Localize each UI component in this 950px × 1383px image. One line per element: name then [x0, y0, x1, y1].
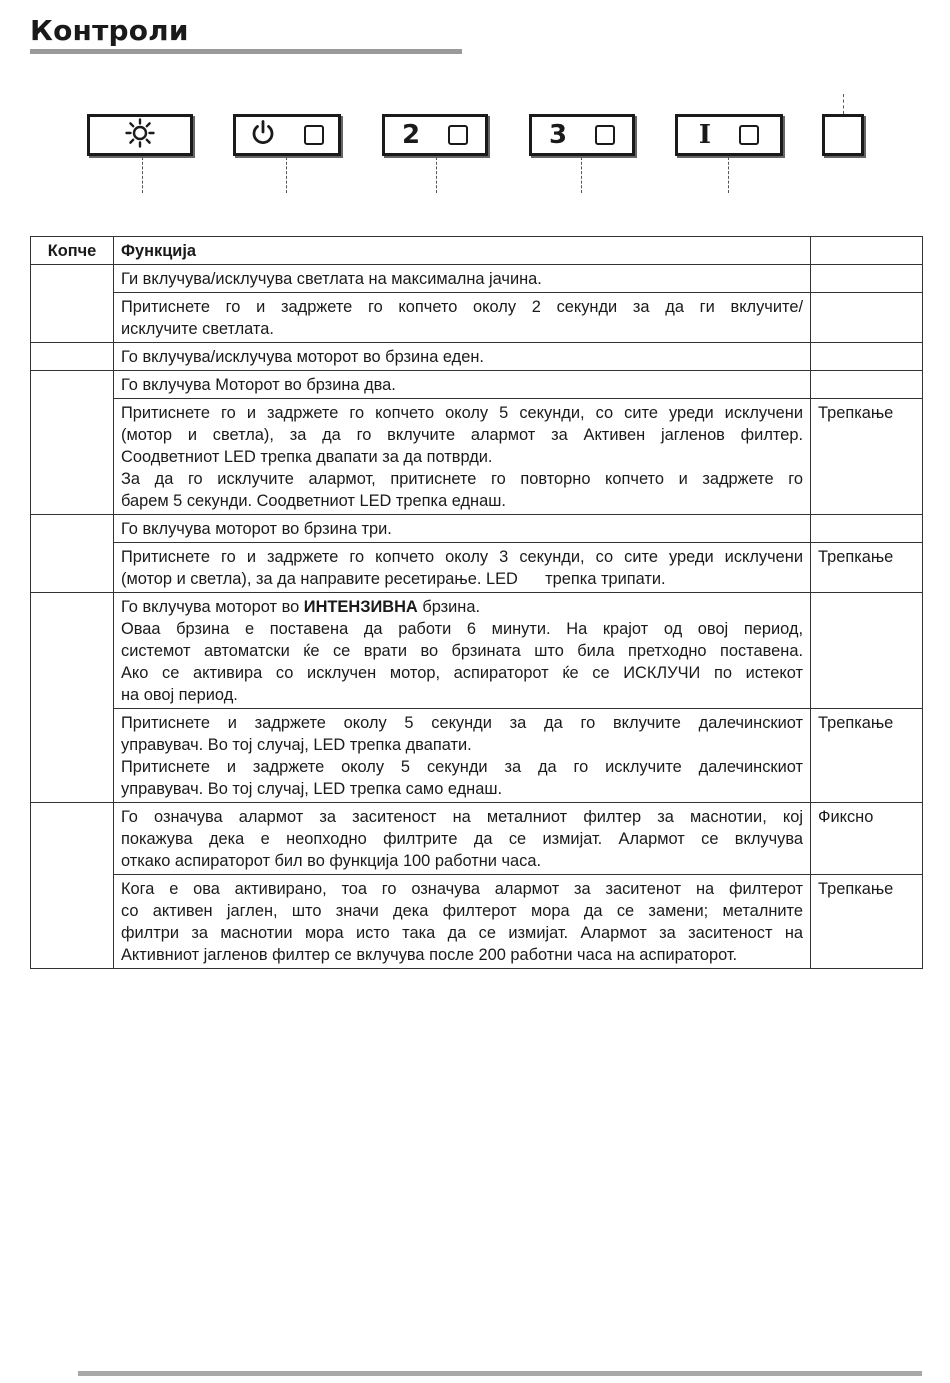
table-row	[31, 543, 923, 593]
button-cell	[31, 343, 114, 371]
state-cell: Фиксно	[811, 803, 923, 875]
table-row	[31, 343, 923, 371]
speed-2-led-icon	[448, 125, 468, 145]
function-cell	[114, 399, 811, 515]
intensive-button	[675, 114, 783, 156]
function-cell	[114, 875, 811, 969]
function-line: Го означува алармот за заситеност на металниот филтер за маснотии, кој	[121, 808, 803, 826]
function-line: Активниот јагленов филтер се вклучува после 200 работни часа на аспираторот.	[121, 946, 738, 964]
table-row	[31, 515, 923, 543]
table-row	[31, 803, 923, 875]
intensive-led-icon	[739, 125, 759, 145]
state-cell	[811, 593, 923, 709]
speed-3-icon: 3	[548, 120, 568, 150]
function-line: управувач. Во тој случај, LED трепка само еднаш.	[121, 780, 503, 798]
speed-3-led-icon	[595, 125, 615, 145]
function-line: (мотор и светла), за да направите ресетирање. LED трепка трипати.	[121, 570, 666, 588]
state-cell: Трепкање	[811, 399, 923, 515]
table-row	[31, 293, 923, 343]
function-cell	[114, 343, 811, 371]
callout-line	[286, 157, 287, 193]
function-cell	[114, 371, 811, 399]
state-cell: Трепкање	[811, 543, 923, 593]
state-cell	[811, 293, 923, 343]
function-cell	[114, 543, 811, 593]
function-line: Оваа брзина е поставена да работи 6 минути. На крајот од овој период,	[121, 620, 803, 638]
intensive-icon: I	[698, 120, 712, 150]
table-row	[31, 265, 923, 293]
footer-rule	[78, 1371, 922, 1376]
function-cell	[114, 709, 811, 803]
table-header-row	[31, 237, 923, 265]
function-line: Кога е ова активирано, тоа го означува алармот за заситенот на филтерот	[121, 880, 803, 898]
button-cell	[31, 803, 114, 969]
table-row	[31, 875, 923, 969]
function-line: Ги вклучува/исклучува светлата на максимална јачина.	[121, 270, 542, 288]
state-cell: Трепкање	[811, 709, 923, 803]
function-cell	[114, 515, 811, 543]
function-line: Притиснете и задржете околу 5 секунди за да го вклучите далечинскиот	[121, 714, 803, 732]
speed-3-button	[529, 114, 635, 156]
speed-2-icon: 2	[401, 120, 421, 150]
button-cell	[31, 371, 114, 515]
page-title: Контроли	[30, 14, 189, 47]
function-line: системот автоматски ќе се врати во брзината што била претходно поставена.	[121, 642, 803, 660]
header-button: Копче	[31, 237, 114, 265]
callout-line	[581, 157, 582, 193]
function-line: Притиснете го и задржете го копчето околу 2 секунди за да ги вклучите/	[121, 298, 803, 316]
callout-line	[142, 157, 143, 193]
function-line: Го вклучува/исклучува моторот во брзина еден.	[121, 348, 484, 366]
function-line: исклучите светлата.	[121, 320, 274, 338]
table-row	[31, 399, 923, 515]
function-cell	[114, 293, 811, 343]
function-line: на овој период.	[121, 686, 238, 704]
function-line: откако аспираторот бил во функција 100 работни часа.	[121, 852, 542, 870]
function-line: (мотор и светла), за да го вклучите алармот за Активен јагленов филтер.	[121, 426, 803, 444]
light-button	[87, 114, 193, 156]
power-led-icon	[304, 125, 324, 145]
function-cell	[114, 265, 811, 293]
callout-line	[436, 157, 437, 193]
function-line: Притиснете го и задржете го копчето околу 3 секунди, со сите уреди исклучени	[121, 548, 803, 566]
callout-line	[843, 94, 844, 114]
state-cell	[811, 371, 923, 399]
function-line: Ако се активира со исклучен мотор, аспираторот ќе се ИСКЛУЧИ по истекот	[121, 664, 803, 682]
function-cell	[114, 803, 811, 875]
state-cell	[811, 515, 923, 543]
title-underline	[30, 49, 462, 54]
function-line: Го вклучува моторот во ИНТЕНЗИВНА брзина.	[121, 598, 481, 616]
power-button	[233, 114, 341, 156]
state-cell	[811, 265, 923, 293]
state-cell	[811, 343, 923, 371]
function-cell	[114, 593, 811, 709]
header-function: Функција	[114, 237, 811, 265]
led-indicator	[822, 114, 864, 156]
state-cell: Трепкање	[811, 875, 923, 969]
function-line: За да го исклучите алармот, притиснете го повторно копчето и задржете го	[121, 470, 803, 488]
speed-2-button	[382, 114, 488, 156]
light-icon	[125, 118, 155, 153]
function-line: барем 5 секунди. Соодветниот LED трепка еднаш.	[121, 492, 506, 510]
button-cell	[31, 265, 114, 343]
function-line: управувач. Во тој случај, LED трепка двапати.	[121, 736, 472, 754]
button-cell	[31, 593, 114, 803]
table-row	[31, 709, 923, 803]
controls-table	[30, 236, 923, 969]
table-row	[31, 371, 923, 399]
function-line: Го вклучува Моторот во брзина два.	[121, 376, 396, 394]
function-line: филтри за маснотии мора исто така да се измијат. Алармот за заситеност на	[121, 924, 803, 942]
function-line: Притиснете и задржете околу 5 секунди за да го исклучите далечинскиот	[121, 758, 803, 776]
power-icon	[250, 119, 276, 152]
function-line: со активен јаглен, што значи дека филтерот мора да се замени; металните	[121, 902, 803, 920]
function-line: покажува дека е неопходно филтрите да се измијат. Алармот се вклучува	[121, 830, 803, 848]
function-line: Притиснете го и задржете го копчето околу 5 секунди, со сите уреди исклучени	[121, 404, 803, 422]
function-line: Го вклучува моторот во брзина три.	[121, 520, 392, 538]
callout-line	[728, 157, 729, 193]
intensive-label: ИНТЕНЗИВНА	[303, 598, 418, 616]
table-row	[31, 593, 923, 709]
function-line: Соодветниот LED трепка двапати за да потврди.	[121, 448, 493, 466]
header-state	[811, 237, 923, 265]
button-cell	[31, 515, 114, 593]
